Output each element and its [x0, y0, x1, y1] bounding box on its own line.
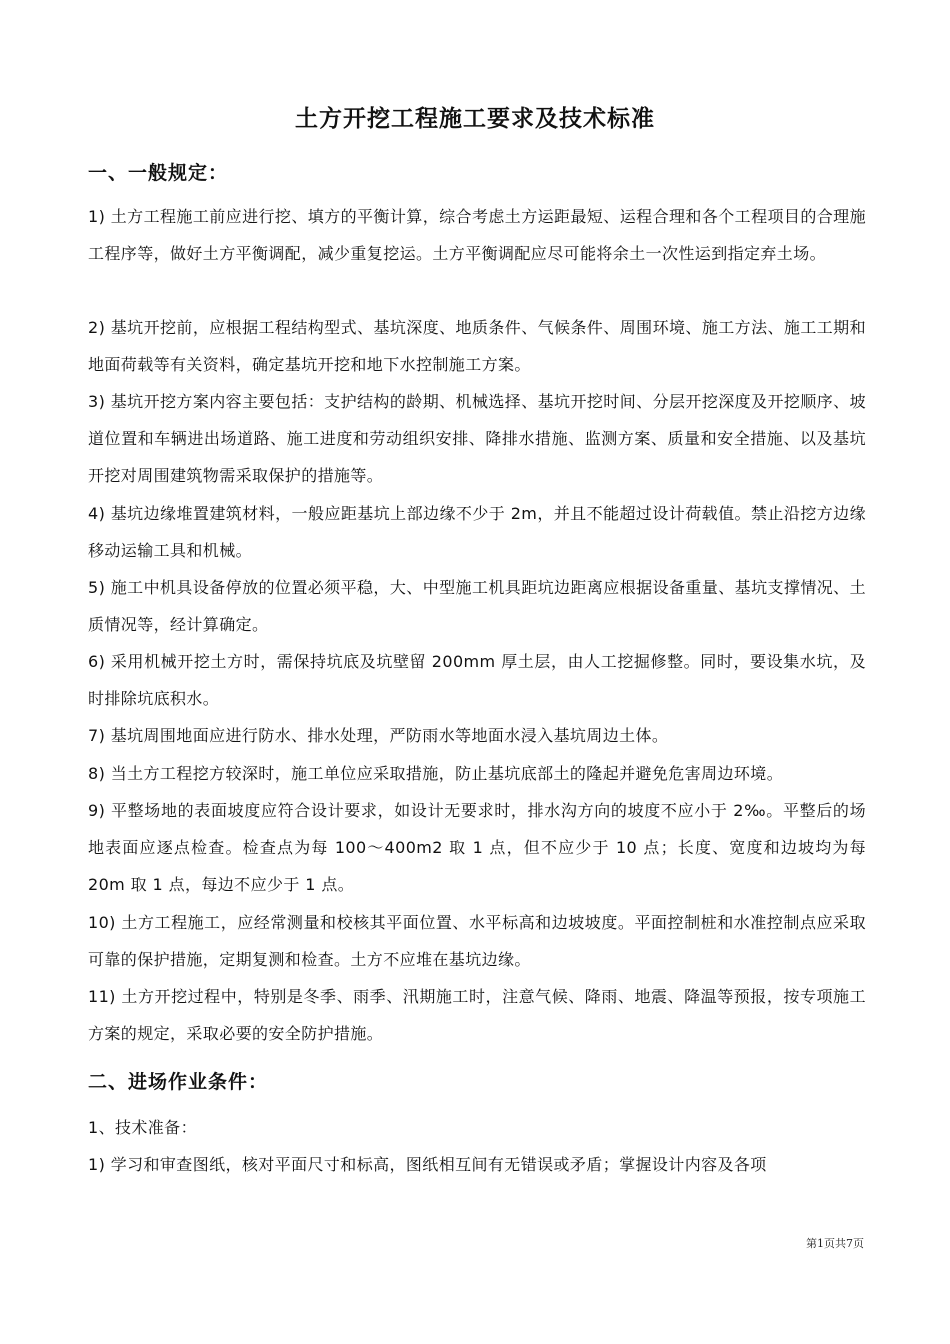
paragraph-item-5: 5) 施工中机具设备停放的位置必须平稳，大、中型施工机具距坑边距离应根据设备重量、基坑支撑情况、土质情况等，经计算确定。	[88, 578, 866, 634]
paragraph-item-11: 11) 土方开挖过程中，特别是冬季、雨季、汛期施工时，注意气候、降雨、地震、降温等预报，按专项施工方案的规定，采取必要的安全防护措施。	[88, 987, 866, 1043]
subheading-technical-preparation: 1、技术准备：	[88, 1118, 197, 1137]
paragraph-item-7: 7) 基坑周围地面应进行防水、排水处理，严防雨水等地面水浸入基坑周边土体。	[88, 726, 669, 745]
paragraph-item-10: 10) 土方工程施工，应经常测量和校核其平面位置、水平标高和边坡坡度。平面控制桩和水准控制点应采取可靠的保护措施，定期复测和检查。土方不应堆在基坑边缘。	[88, 913, 866, 969]
document-title: 土方开挖工程施工要求及技术标准	[295, 106, 655, 132]
paragraph-item-6: 6) 采用机械开挖土方时，需保持坑底及坑壁留 200mm 厚土层，由人工挖掘修整。同时，要设集水坑，及时排除坑底积水。	[88, 652, 866, 708]
paragraph-item-2: 2) 基坑开挖前，应根据工程结构型式、基坑深度、地质条件、气候条件、周围环境、施工方法、施工工期和地面荷载等有关资料，确定基坑开挖和地下水控制施工方案。	[88, 318, 866, 374]
section-heading-general: 一、一般规定：	[88, 162, 229, 184]
paragraph-item-9: 9) 平整场地的表面坡度应符合设计要求，如设计无要求时，排水沟方向的坡度不应小于 2‰。平整后的场地表面应逐点检查。检查点为每 100～400m2 取 1 点，但不应少于 10 点；长度、宽度和边坡均为每 20m 取 1 点，每边不应少于 1 点。	[88, 801, 866, 894]
paragraph-tech-item-1: 1) 学习和审查图纸，核对平面尺寸和标高，图纸相互间有无错误或矛盾；掌握设计内容及各项	[88, 1155, 767, 1174]
section-heading-entry-conditions: 二、进场作业条件：	[88, 1071, 269, 1093]
page-number-footer: 第1页共7页	[806, 1237, 864, 1250]
paragraph-item-3: 3) 基坑开挖方案内容主要包括：支护结构的龄期、机械选择、基坑开挖时间、分层开挖深度及开挖顺序、坡道位置和车辆进出场道路、施工进度和劳动组织安排、降排水措施、监测方案、质量和安全措施、以及基坑开挖对周围建筑物需采取保护的措施等。	[88, 392, 866, 485]
paragraph-item-8: 8) 当土方工程挖方较深时，施工单位应采取措施，防止基坑底部土的隆起并避免危害周边环境。	[88, 764, 784, 783]
paragraph-item-1: 1) 土方工程施工前应进行挖、填方的平衡计算，综合考虑土方运距最短、运程合理和各个工程项目的合理施工程序等，做好土方平衡调配，减少重复挖运。土方平衡调配应尽可能将余土一次性运到指定弃土场。	[88, 207, 866, 263]
paragraph-item-4: 4) 基坑边缘堆置建筑材料，一般应距基坑上部边缘不少于 2m，并且不能超过设计荷载值。禁止沿挖方边缘移动运输工具和机械。	[88, 504, 866, 560]
